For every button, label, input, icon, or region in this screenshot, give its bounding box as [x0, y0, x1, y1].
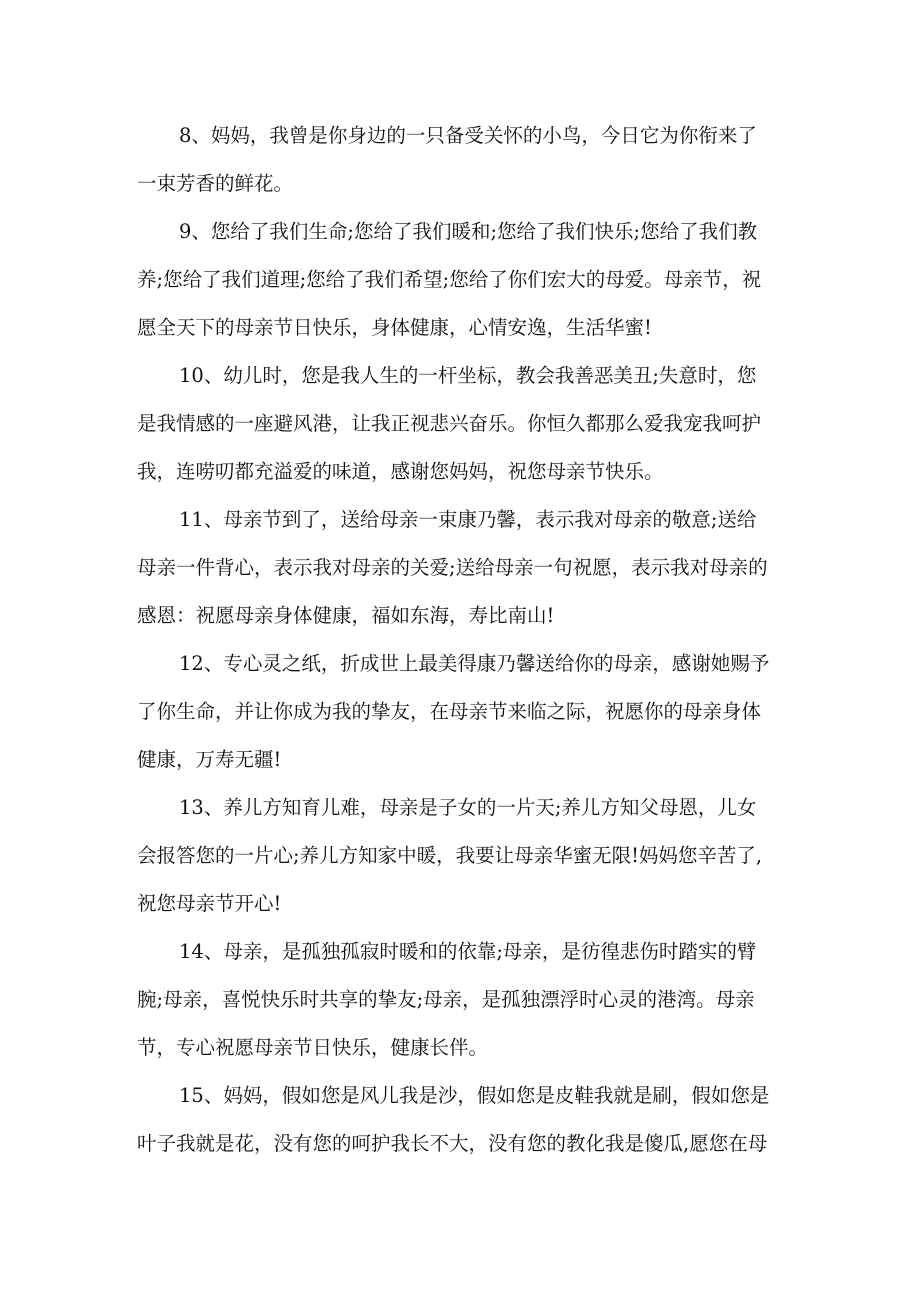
paragraph-line: 我，连唠叨都充溢爱的味道，感谢您妈妈，祝您母亲节快乐。 — [137, 460, 664, 483]
paragraph-line: 健康，万寿无疆! — [137, 748, 282, 771]
paragraph-line: 母亲一件背心，表示我对母亲的关爱;送给母亲一句祝愿，表示我对母亲的 — [137, 556, 768, 579]
paragraph-line: 11、母亲节到了，送给母亲一束康乃馨，表示我对母亲的敬意;送给 — [179, 508, 757, 531]
paragraph-9 — [137, 208, 797, 352]
paragraph-line: 一束芳香的鲜花。 — [137, 172, 294, 195]
paragraph-11 — [137, 496, 797, 640]
paragraph-8 — [137, 112, 797, 208]
paragraph-line: 腕;母亲，喜悦快乐时共享的挚友;母亲，是孤独漂浮时心灵的港湾。母亲 — [137, 988, 755, 1011]
paragraph-line: 祝您母亲节开心! — [137, 892, 282, 915]
paragraph-12 — [137, 640, 797, 784]
paragraph-10 — [137, 352, 797, 496]
paragraph-line: 愿全天下的母亲节日快乐，身体健康，心情安逸，生活华蜜! — [137, 316, 652, 339]
paragraph-line: 是我情感的一座避风港，让我正视悲兴奋乐。你恒久都那么爱我宠我呵护 — [137, 412, 762, 435]
paragraph-13 — [137, 784, 797, 928]
paragraph-line: 9、您给了我们生命;您给了我们暖和;您给了我们快乐;您给了我们教 — [179, 220, 758, 243]
paragraph-line: 养;您给了我们道理;您给了我们希望;您给了你们宏大的母爱。母亲节，祝 — [137, 268, 762, 291]
paragraph-line: 14、母亲，是孤独孤寂时暖和的依靠;母亲，是彷徨悲伤时踏实的臂 — [179, 940, 757, 963]
paragraph-line: 13、养儿方知育儿难，母亲是子女的一片天;养儿方知父母恩，儿女 — [179, 796, 757, 819]
document-body — [137, 112, 797, 1168]
paragraph-line: 15、妈妈，假如您是风儿我是沙，假如您是皮鞋我就是刷，假如您是 — [179, 1084, 770, 1107]
paragraph-line: 感恩：祝愿母亲身体健康，福如东海，寿比南山! — [137, 604, 555, 627]
paragraph-line: 了你生命，并让你成为我的挚友，在母亲节来临之际，祝愿你的母亲身体 — [137, 700, 762, 723]
paragraph-line: 8、妈妈，我曾是你身边的一只备受关怀的小鸟，今日它为你衔来了 — [179, 124, 757, 147]
paragraph-line: 10、幼儿时，您是我人生的一杆坐标，教会我善恶美丑;失意时，您 — [179, 364, 757, 387]
paragraph-line: 12、专心灵之纸，折成世上最美得康乃馨送给你的母亲，感谢她赐予 — [179, 652, 770, 675]
paragraph-line: 叶子我就是花，没有您的呵护我长不大，没有您的教化我是傻瓜,愿您在母 — [137, 1132, 768, 1155]
paragraph-14 — [137, 928, 797, 1072]
paragraph-line: 会报答您的一片心;养儿方知家中暖，我要让母亲华蜜无限!妈妈您辛苦了, — [137, 844, 763, 867]
paragraph-line: 节，专心祝愿母亲节日快乐，健康长伴。 — [137, 1036, 489, 1059]
paragraph-15 — [137, 1072, 797, 1168]
